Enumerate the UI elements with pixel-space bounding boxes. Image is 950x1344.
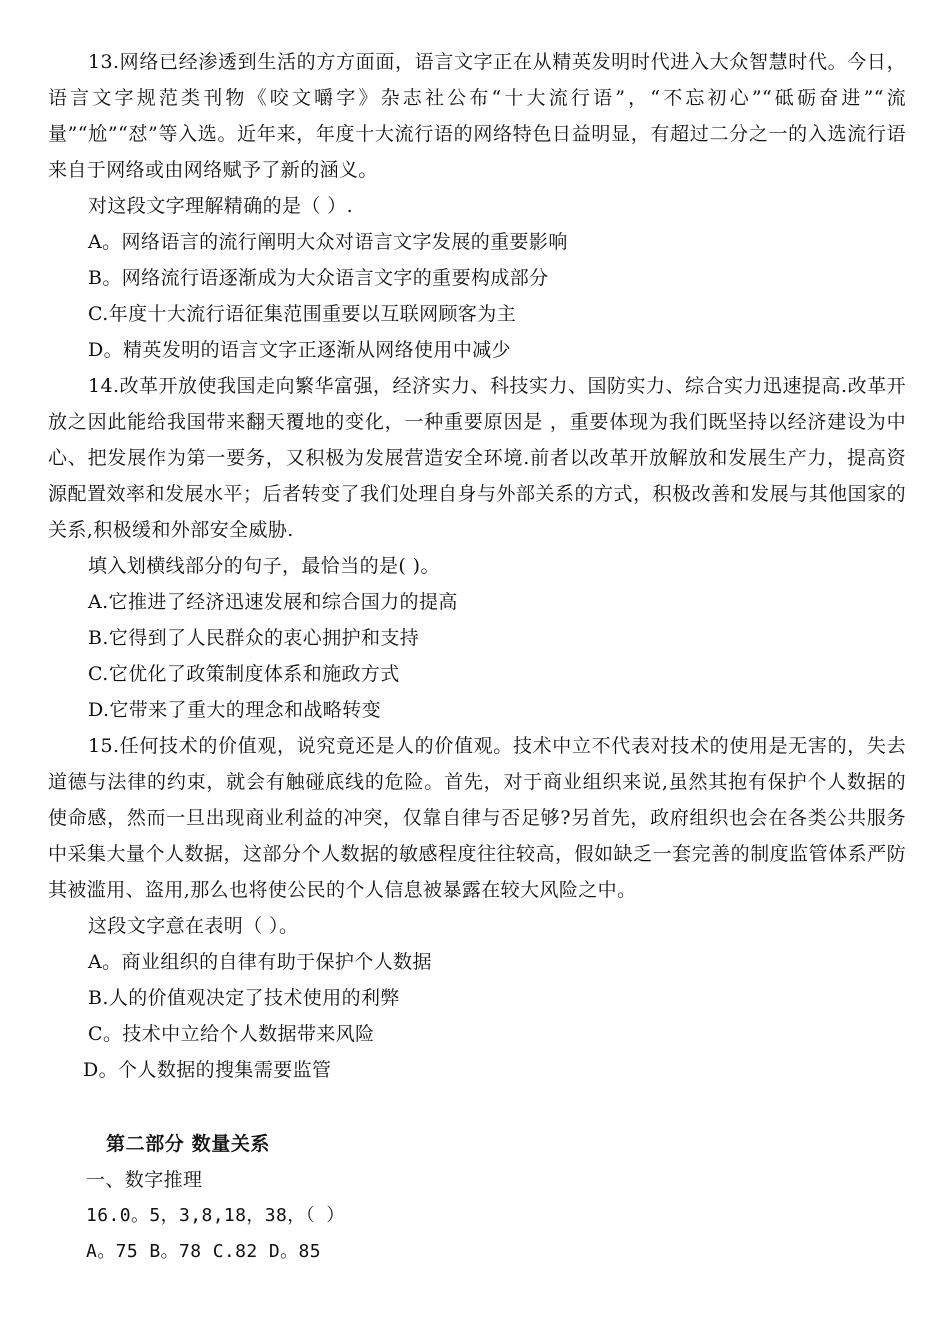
question-13-prompt: 对这段文字理解精确的是（ ）. [88, 195, 354, 217]
section-title: 第二部分 数量关系 [106, 1133, 271, 1155]
question-15-option-c: C。技术中立给个人数据带来风险 [88, 1023, 375, 1045]
question-15 [48, 728, 906, 1088]
question-15-prompt: 这段文字意在表明（ ）。 [88, 915, 299, 937]
question-14-option-a: A.它推进了经济迅速发展和综合国力的提高 [88, 591, 458, 613]
question-14-option-b: B.它得到了人民群众的衷心拥护和支持 [88, 627, 420, 649]
question-13-stem: 13.网络已经渗透到生活的方方面面，语言文字正在从精英发明时代进入大众智慧时代。今日，语言文字规范类刊物《咬文嚼字》杂志社公布“十大流行语”，“不忘初心”“砥砺奋进”“流量”“尬”“怼”等入选。近年来，年度十大流行语的网络特色日益明显，有超过二分之一的入选流行语来自于网络或由网络赋予了新的涵义。 [48, 51, 906, 181]
question-13 [48, 44, 906, 368]
question-14-option-d: D.它带来了重大的理念和战略转变 [88, 699, 381, 721]
question-14-stem: 14.改革开放使我国走向繁华富强，经济实力、科技实力、国防实力、综合实力迅速提高.改革开放之因此能给我国带来翻天覆地的变化，一种重要原因是 ，重要体现为我们既坚持以经济建设为中心、把发展作为第一要务，又积极为发展营造安全环境.前者以改革开放解放和发展生产力，提高资源配置效率和发展水平；后者转变了我们处理自身与外部关系的方式，积极改善和发展与其他国家的关系,积极缓和外部安全威胁. [48, 375, 906, 541]
question-16-stem: 16.0。5，3,8,18，38，（ ） [86, 1205, 345, 1226]
question-14 [48, 368, 906, 728]
question-14-option-c: C.它优化了政策制度体系和施政方式 [88, 663, 400, 685]
question-13-option-c: C.年度十大流行语征集范围重要以互联网顾客为主 [88, 303, 517, 325]
question-13-option-b: B。网络流行语逐渐成为大众语言文字的重要构成部分 [88, 267, 549, 289]
question-15-option-a: A。商业组织的自律有助于保护个人数据 [88, 951, 432, 973]
question-15-option-b: B.人的价值观决定了技术使用的利弊 [88, 987, 400, 1009]
question-14-prompt: 填入划横线部分的句子，最恰当的是( )。 [88, 555, 440, 577]
question-13-option-d: D。精英发明的语言文字正逐渐从网络使用中减少 [88, 339, 512, 361]
question-15-stem: 15.任何技术的价值观，说究竟还是人的价值观。技术中立不代表对技术的使用是无害的，失去道德与法律的约束，就会有触碰底线的危险。首先，对于商业组织来说,虽然其抱有保护个人数据的使命感，然而一旦出现商业利益的冲突，仅靠自律与否足够?另首先，政府组织也会在各类公共服务中采集大量个人数据，这部分个人数据的敏感程度往往较高，假如缺乏一套完善的制度监管体系严防其被滥用、盗用,那么也将使公民的个人信息被暴露在较大风险之中。 [48, 735, 906, 901]
section-subtitle: 一、数字推理 [86, 1169, 203, 1191]
question-16-options: A。75 B。78 C.82 D。85 [86, 1241, 321, 1262]
question-15-option-d: D。个人数据的搜集需要监管 [83, 1059, 332, 1081]
question-13-option-a: A。网络语言的流行阐明大众对语言文字发展的重要影响 [88, 231, 568, 253]
